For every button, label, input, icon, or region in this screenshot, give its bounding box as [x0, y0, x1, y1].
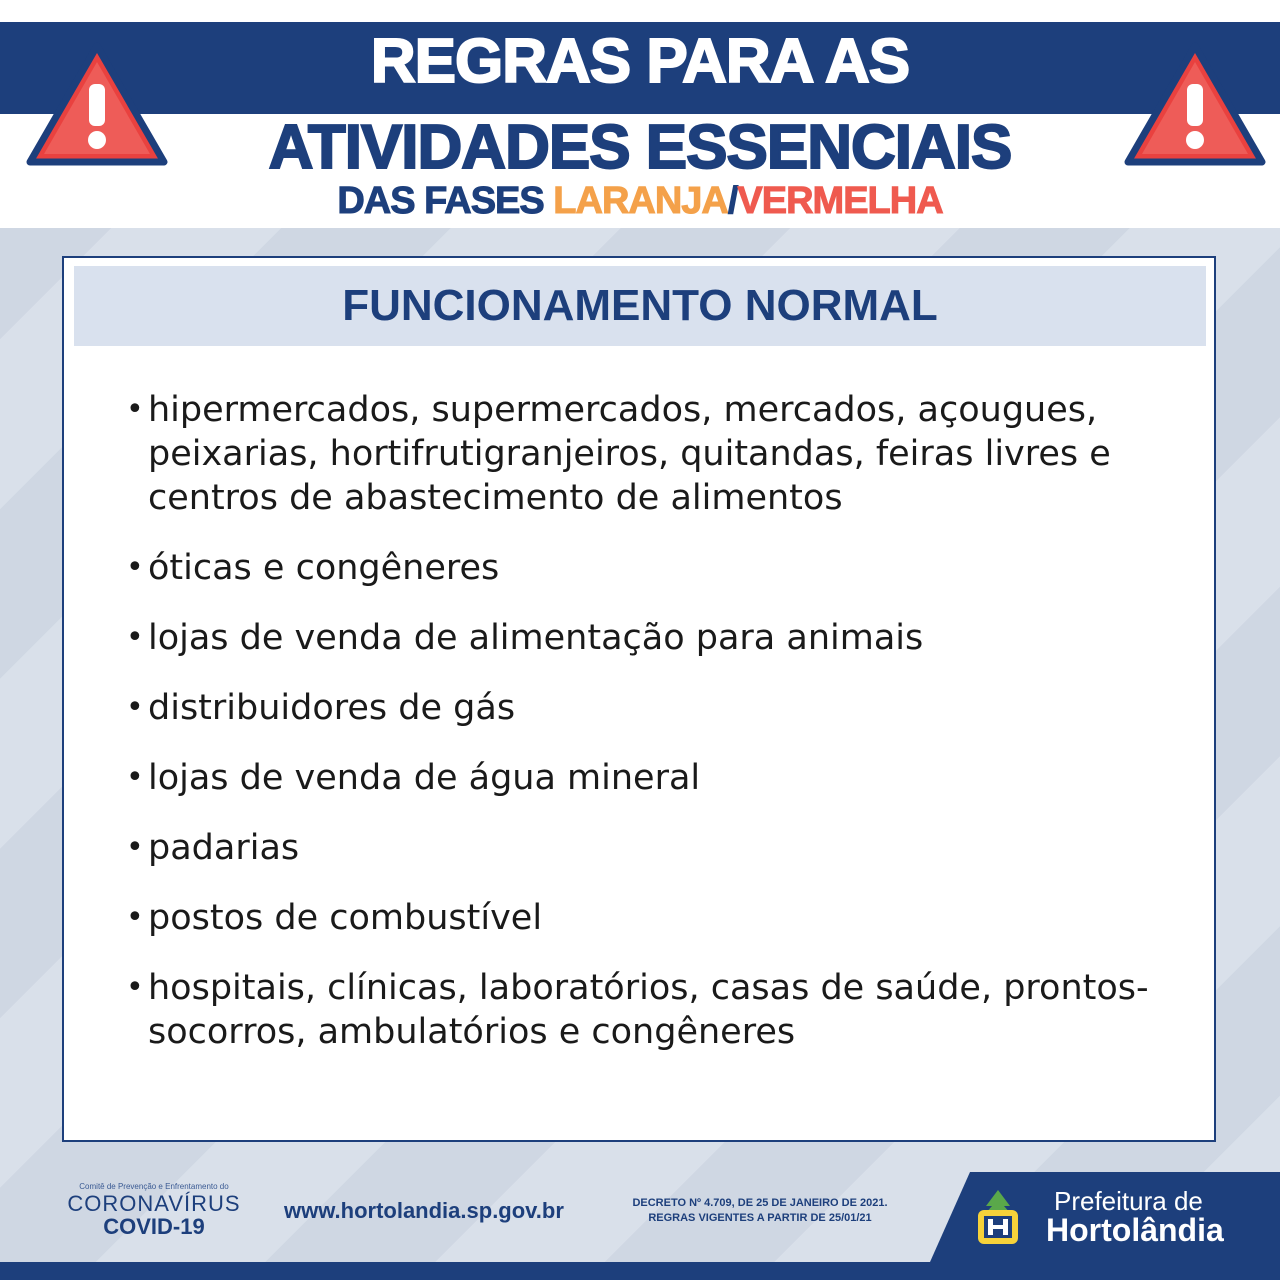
committee-covid19: COVID-19	[103, 1214, 205, 1239]
list-item: • lojas de venda de água mineral	[126, 758, 701, 798]
title-line-3	[0, 180, 1280, 223]
list-item: • postos de combustível	[126, 898, 543, 938]
title-phase-separator: /	[727, 180, 738, 222]
covid-committee-logo	[62, 1182, 246, 1238]
card-heading: FUNCIONAMENTO NORMAL	[342, 281, 938, 330]
list-item: • padarias	[126, 828, 300, 868]
list-item: • lojas de venda de alimentação para animais	[126, 618, 924, 658]
bullet: •	[126, 550, 144, 585]
bullet: •	[126, 970, 144, 1005]
decree-line-2: REGRAS VIGENTES A PARTIR DE 25/01/21	[648, 1212, 872, 1224]
committee-coronavirus: CORONAVÍRUS	[67, 1191, 241, 1216]
activities-list	[126, 388, 1186, 1080]
bullet: •	[126, 620, 144, 655]
list-item: • distribuidores de gás	[126, 688, 516, 728]
footer-band	[0, 1262, 1280, 1280]
title-line-2: ATIVIDADES ESSENCIAIS	[268, 113, 1012, 182]
prefeitura-line-2: Hortolândia	[1046, 1212, 1224, 1248]
bullet: •	[126, 900, 144, 935]
bullet: •	[126, 830, 144, 865]
bullet: •	[126, 690, 144, 725]
decree-line-1: DECRETO Nº 4.709, DE 25 DE JANEIRO DE 2021.	[632, 1197, 888, 1209]
list-item: • óticas e congêneres	[126, 548, 500, 588]
bullet: •	[126, 392, 144, 427]
list-item: • hospitais, clínicas, laboratórios, casas de saúde, prontos-socorros, ambulatórios e congêneres	[126, 968, 1149, 1052]
website-link[interactable]: www.hortolandia.sp.gov.br	[284, 1198, 564, 1223]
city-emblem-icon	[966, 1188, 1030, 1248]
bullet: •	[126, 760, 144, 795]
title-phase-orange: LARANJA	[553, 180, 728, 222]
card-heading-box	[74, 266, 1206, 346]
title-line-1: REGRAS PARA AS	[370, 27, 910, 96]
committee-caption: Comitê de Prevenção e Enfrentamento do	[79, 1182, 229, 1191]
prefeitura-line-1: Prefeitura de	[1054, 1186, 1203, 1216]
rules-card	[62, 256, 1216, 1142]
decree-note	[612, 1196, 908, 1226]
title-phase-red: VERMELHA	[737, 180, 943, 222]
title-phases-prefix: DAS FASES	[337, 180, 554, 222]
list-item: • hipermercados, supermercados, mercados, açougues, peixarias, hortifrutigranjeiros, quitandas, feiras livres e centros de abastecimento de alimentos	[126, 390, 1111, 518]
